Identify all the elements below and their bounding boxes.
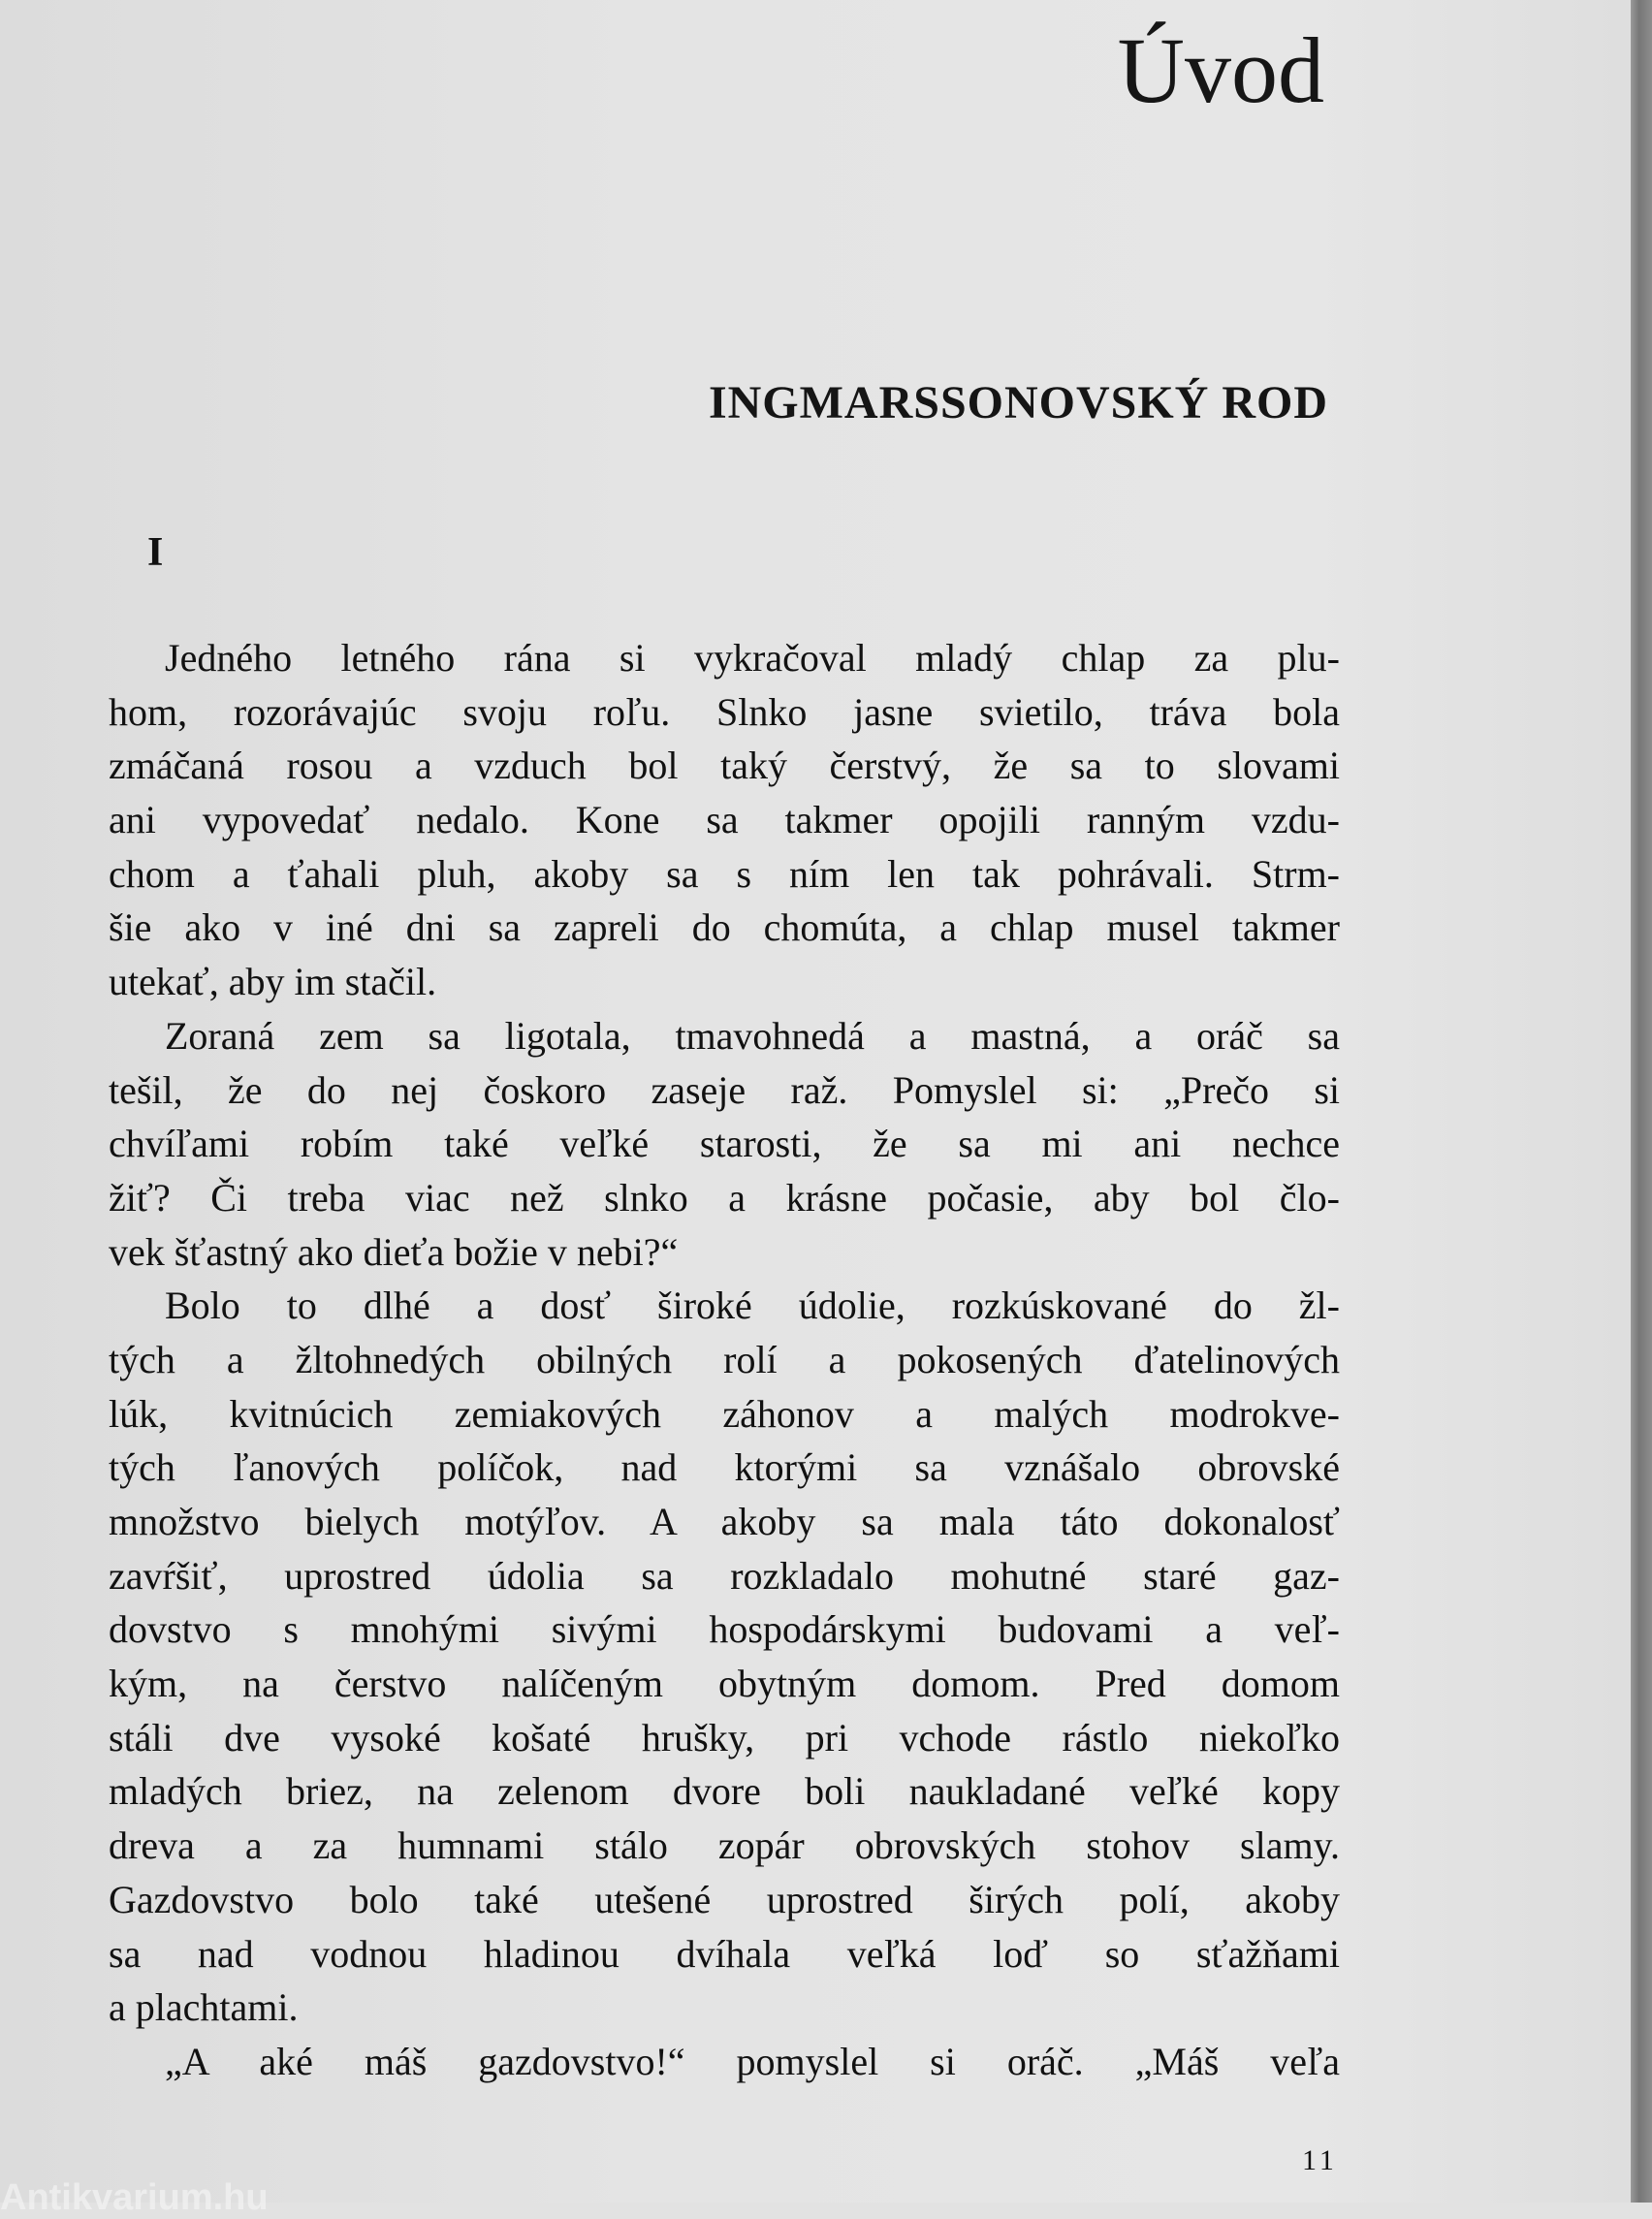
text-line: šie ako v iné dni sa zapreli do chomúta, a chlap musel takmer xyxy=(109,905,1340,950)
text-line: zmáčaná rosou a vzduch bol taký čerstvý, že sa to slovami xyxy=(109,744,1340,788)
text-line: chom a ťahali pluh, akoby sa s ním len tak pohrávali. Strm- xyxy=(109,851,1340,896)
text-line: dreva a za humnami stálo zopár obrovských stohov slamy. xyxy=(109,1823,1340,1868)
text-line: Jedného letného rána si vykračoval mladý chlap za plu- xyxy=(165,636,1340,680)
body-text xyxy=(109,631,1340,2089)
paragraph xyxy=(109,631,1340,1009)
paragraph xyxy=(109,1279,1340,2035)
text-line: Gazdovstvo bolo také utešené uprostred širých polí, akoby xyxy=(109,1877,1340,1921)
text-line: sa nad vodnou hladinou dvíhala veľká loď so sťažňami xyxy=(109,1931,1340,1976)
text-line: stáli dve vysoké košaté hrušky, pri vchode rástlo niekoľko xyxy=(109,1715,1340,1759)
text-line: vek šťastný ako dieťa božie v nebi?“ xyxy=(109,1229,679,1274)
text-line: mladých briez, na zelenom dvore boli naukladané veľké kopy xyxy=(109,1769,1340,1814)
text-line: chvíľami robím také veľké starosti, že sa mi ani nechce xyxy=(109,1122,1340,1166)
page-number: 11 xyxy=(1302,2144,1338,2176)
text-line: tých ľanových políčok, nad ktorými sa vznášalo obrovské xyxy=(109,1445,1340,1490)
text-line: a plachtami. xyxy=(109,1985,299,2030)
text-line: žiť? Či treba viac než slnko a krásne počasie, aby bol člo- xyxy=(109,1175,1340,1220)
text-line: tých a žltohnedých obilných rolí a pokosených ďatelinových xyxy=(109,1337,1340,1381)
text-line: Zoraná zem sa ligotala, tmavohnedá a mastná, a oráč sa xyxy=(165,1013,1340,1058)
text-line: Bolo to dlhé a dosť široké údolie, rozkúskované do žl- xyxy=(165,1284,1340,1328)
text-line: zavŕšiť, uprostred údolia sa rozkladalo mohutné staré gaz- xyxy=(109,1553,1340,1598)
text-line: lúk, kvitnúcich zemiakových záhonov a malých modrokve- xyxy=(109,1391,1340,1436)
text-line: kým, na čerstvo nalíčeným obytným domom. Pred domom xyxy=(109,1662,1340,1706)
section-heading: INGMARSSONOVSKÝ ROD xyxy=(708,377,1328,428)
text-line: dovstvo s mnohými sivými hospodárskymi budovami a veľ- xyxy=(109,1607,1340,1652)
watermark: Antikvarium.hu xyxy=(0,2177,269,2218)
text-line: ani vypovedať nedalo. Kone sa takmer opojili ranným vzdu- xyxy=(109,798,1340,842)
text-line: hom, rozorávajúc svoju roľu. Slnko jasne svietilo, tráva bola xyxy=(109,689,1340,734)
text-line: množstvo bielych motýľov. A akoby sa mala táto dokonalosť xyxy=(109,1500,1340,1543)
paragraph xyxy=(109,1009,1340,1279)
chapter-title: Úvod xyxy=(1117,18,1324,122)
text-line: utekať, aby im stačil. xyxy=(109,960,437,1004)
book-binding-edge xyxy=(1631,0,1652,2203)
part-number: I xyxy=(147,530,164,575)
paragraph xyxy=(109,2035,1340,2089)
text-line: „A aké máš gazdovstvo!“ pomyslel si oráč. „Máš veľa xyxy=(165,2039,1340,2083)
text-line: tešil, že do nej čoskoro zaseje raž. Pomyslel si: „Prečo si xyxy=(109,1067,1340,1112)
